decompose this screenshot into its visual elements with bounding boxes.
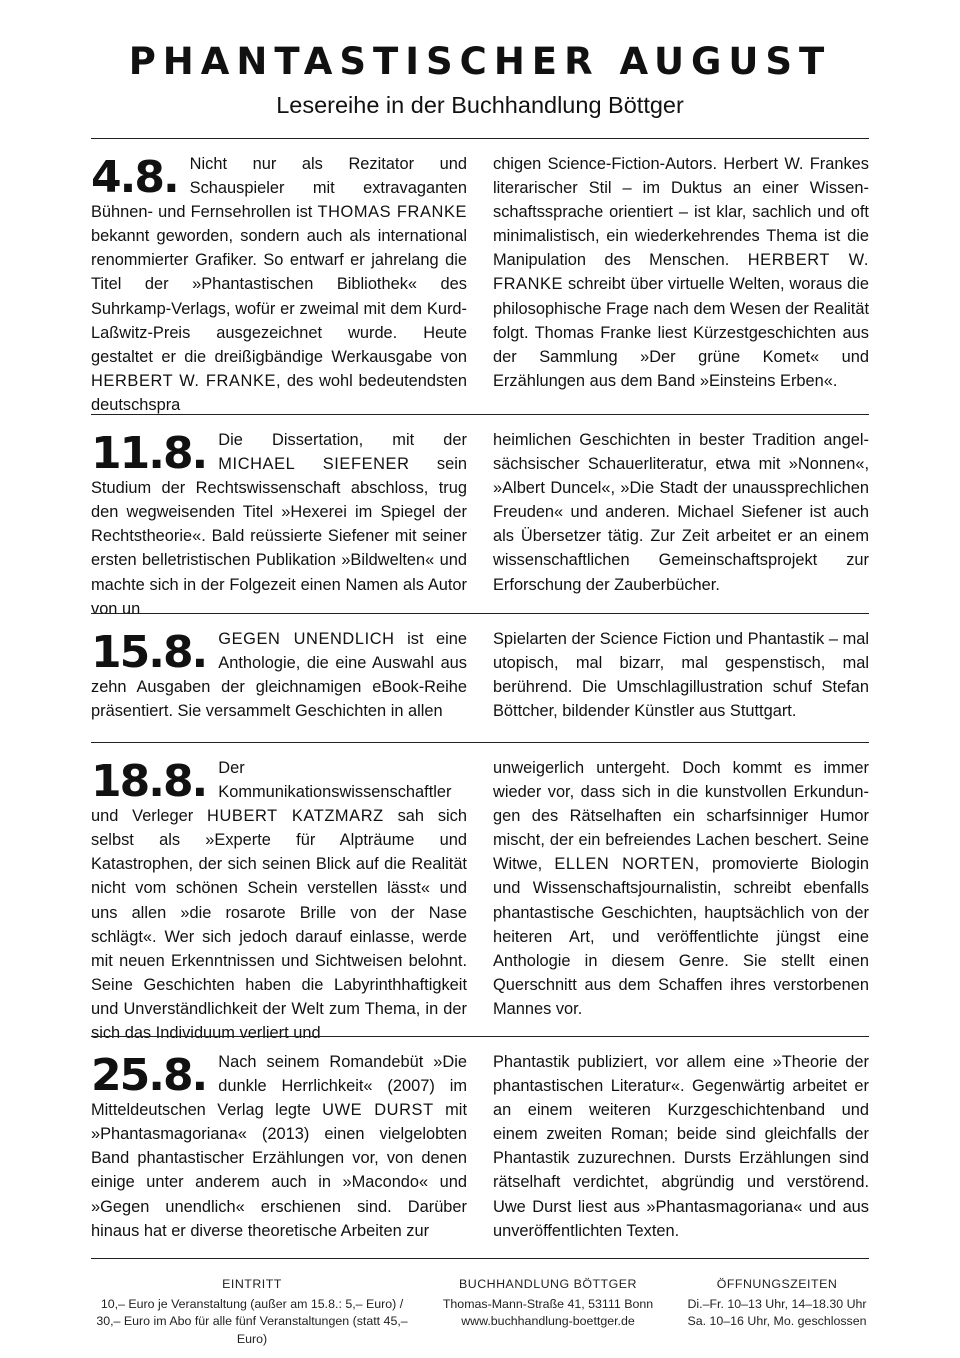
footer-hours xyxy=(672,1276,882,1331)
author-name: THOMAS FRANKE xyxy=(317,203,468,222)
body-text: unweigerlich untergeht. Doch kommt es immer wieder vor, dass sich in die kunstvollen Erkundungen des Rätselhaften ein scharfsinniger Humor mischt, der ein befreiendes Lachen beschert. Seine Witwe, xyxy=(493,759,869,874)
divider xyxy=(91,1258,869,1259)
author-name: MICHAEL SIEFENER xyxy=(218,455,410,474)
divider xyxy=(91,138,869,139)
divider xyxy=(91,613,869,614)
page-title: PHANTASTISCHER AUGUST xyxy=(128,40,832,83)
body-text: sein Studium der Rechtswissenschaft abschloss, trug den wegweisenden Titel »Hexerei im Spiegel der Rechtstheorie«. Bald reüssierte Siefener mit seiner ersten belletristischen Publikation »Bildwelten« und machte sich in der Folgezeit einen Namen als Autor von un xyxy=(91,455,467,618)
store-address: Thomas-Mann-Straße 41, 53111 Bonn xyxy=(442,1296,654,1311)
admission-line: 10,– Euro je Veranstaltung (außer am 15.8.: 5,– Euro) / xyxy=(100,1296,404,1311)
page-subtitle: Lesereihe in der Buchhandlung Böttger xyxy=(276,92,684,118)
author-name: UWE DURST xyxy=(322,1101,434,1120)
event-text-left xyxy=(91,756,467,1045)
hours-line: Di.–Fr. 10–13 Uhr, 14–18.30 Uhr xyxy=(687,1296,867,1311)
event-text-left xyxy=(91,428,467,621)
hours-line: Sa. 10–16 Uhr, Mo. geschlossen xyxy=(687,1314,867,1328)
body-text: Die Dissertation, mit der xyxy=(218,431,467,449)
body-text: Der Kommunikationswissenschaftler und Verleger xyxy=(91,759,452,826)
author-name: HUBERT KATZMARZ xyxy=(207,807,384,826)
author-name: GEGEN UNENDLICH xyxy=(218,630,395,648)
event-date: 4.8. xyxy=(91,152,178,203)
author-name: HERBERT W. FRANKE, xyxy=(91,371,282,390)
event-text-right xyxy=(493,1050,869,1243)
event-text-right xyxy=(493,428,869,597)
body-text: sah sich selbst als »Experte für Alpträume und Katastrophen, der sich seinen Blick auf die Realität nicht vom schönen Schein verstellen lässt« und uns allen »die rosarote Brille von der Nase schlägt«. Wer sich jedoch darauf einlasse, werde mit neuen Erkenntnissen und Sichtweisen belohnt. Seine Geschichten haben die Labyrinthhaftigkeit und Unverständlichkeit der Welt zum Thema, in der sich das Individuum verliert und xyxy=(91,807,467,1043)
body-text: Nicht nur als Rezitator und Schauspieler mit extravaganten Bühnen- und Fernsehrollen ist xyxy=(91,155,467,222)
body-text: Spielarten der Science Fiction und Phantastik – mal utopisch, mal bizarr, mal gespenstisch, mal berührend. Die Umschlagillustration schuf Stefan Böttcher, bildender Künstler aus Stuttgart. xyxy=(493,630,869,721)
event-date: 18.8. xyxy=(91,756,207,807)
hours-heading: ÖFFNUNGSZEITEN xyxy=(716,1277,838,1291)
admission-heading: EINTRITT xyxy=(222,1277,282,1291)
event-text-left xyxy=(91,627,467,723)
event-text-right xyxy=(493,152,869,393)
divider xyxy=(91,742,869,743)
author-name: HERBERT W. FRANKE xyxy=(493,251,869,294)
body-text: Phantastik publiziert, vor allem eine »Theorie der phantastischen Literatur«. Gegenwärtig arbeitet er an einem weiteren Kurzgeschichtenband und einem zweiten Roman; beide sind gleichfalls der Phantastik zuzurechnen. Dursts Erzählungen sind rätselhaft verdichtet, abgründig und verstörend. Uwe Durst liest aus »Phantasmagoriana« und aus unveröffentlichten Texten. xyxy=(493,1053,869,1240)
store-website-link[interactable]: www.buchhandlung-boettger.de xyxy=(461,1314,635,1328)
body-text: promovierte Biologin und Wissenschaftsjournalistin, schreibt ebenfalls phantastische Geschichten, hauptsächlich von der heiteren Art, und veröffentlichte jüngst eine Anthologie in diesem Genre. Sie stellt einen Querschnitt aus dem Schaffen ihres verstorbenen Mannes vor. xyxy=(493,855,870,1018)
event-text-left xyxy=(91,152,467,417)
event-text-right xyxy=(493,756,869,1021)
footer-admission xyxy=(82,1276,422,1348)
body-text: bekannt geworden, sondern auch als international renommierter Grafiker. So entwarf er jahrelang die Titel der »Phantastischen Bibliothek« des Suhrkamp-Verlags, wofür er zweimal mit dem Kurd-Laßwitz-Preis ausgezeichnet wurde. Heute gestaltet er die dreißigbändige Werkausgabe von xyxy=(91,227,467,366)
divider xyxy=(91,414,869,415)
body-text: chigen Science-Fiction-Autors. Herbert W. Frankes literarischer Stil – im Duktus an einer Wissenschaftssprache orientiert – ist klar, sachlich und oft minimalistisch, ein wiederkehrendes Thema ist die Manipulation des Menschen. xyxy=(493,155,869,270)
body-text: mit »Phantasmagoriana« (2013) einen vielgelobten Band phantastischer Erzählungen vor, von denen einige unter anderem auch in »Macondo« und »Gegen unendlich« erschienen sind. Darüber hinaus hat er diverse theoretische Arbeiten zur xyxy=(91,1101,467,1240)
event-date: 15.8. xyxy=(91,627,207,678)
author-name: ELLEN NORTEN, xyxy=(554,855,700,874)
body-text: Nach seinem Romandebüt »Die dunkle Herrlichkeit« (2007) im Mitteldeutschen Verlag legte xyxy=(91,1053,467,1120)
body-text: ist eine Anthologie, die eine Auswahl aus zehn Ausgaben der gleichnamigen eBook-Reihe präsentiert. Sie versammelt Geschichten in allen xyxy=(91,630,467,721)
event-text-left xyxy=(91,1050,467,1243)
event-date: 25.8. xyxy=(91,1050,207,1101)
store-heading: BUCHHANDLUNG BÖTTGER xyxy=(459,1277,637,1291)
body-text: heimlichen Geschichten in bester Tradition angelsächsischer Schauerliteratur, etwa mit »Nonnen«, »Albert Duncel«, »Die Stadt der unaussprechlichen Freuden« und anderen. Michael Siefener ist auch als Übersetzer tätig. Zur Zeit arbeitet er an einem wissenschaftlichen Gemeinschaftsprojekt zur Erforschung der Zauberbücher. xyxy=(493,431,869,594)
footer-store xyxy=(438,1276,658,1331)
body-text: des wohl bedeutendsten deutschspra xyxy=(91,371,467,414)
event-text-right xyxy=(493,627,869,723)
admission-line: 30,– Euro im Abo für alle fünf Veranstaltungen (statt 45,– Euro) xyxy=(96,1314,408,1346)
divider xyxy=(91,1036,869,1037)
event-date: 11.8. xyxy=(91,428,207,479)
body-text: schreibt über virtuelle Welten, woraus die philosophische Frage nach dem Wesen der Realität folgt. Thomas Franke liest Kürzestgeschichten aus der Sammlung »Der grüne Komet« und Erzählungen aus dem Band »Einsteins Erben«. xyxy=(493,275,869,390)
